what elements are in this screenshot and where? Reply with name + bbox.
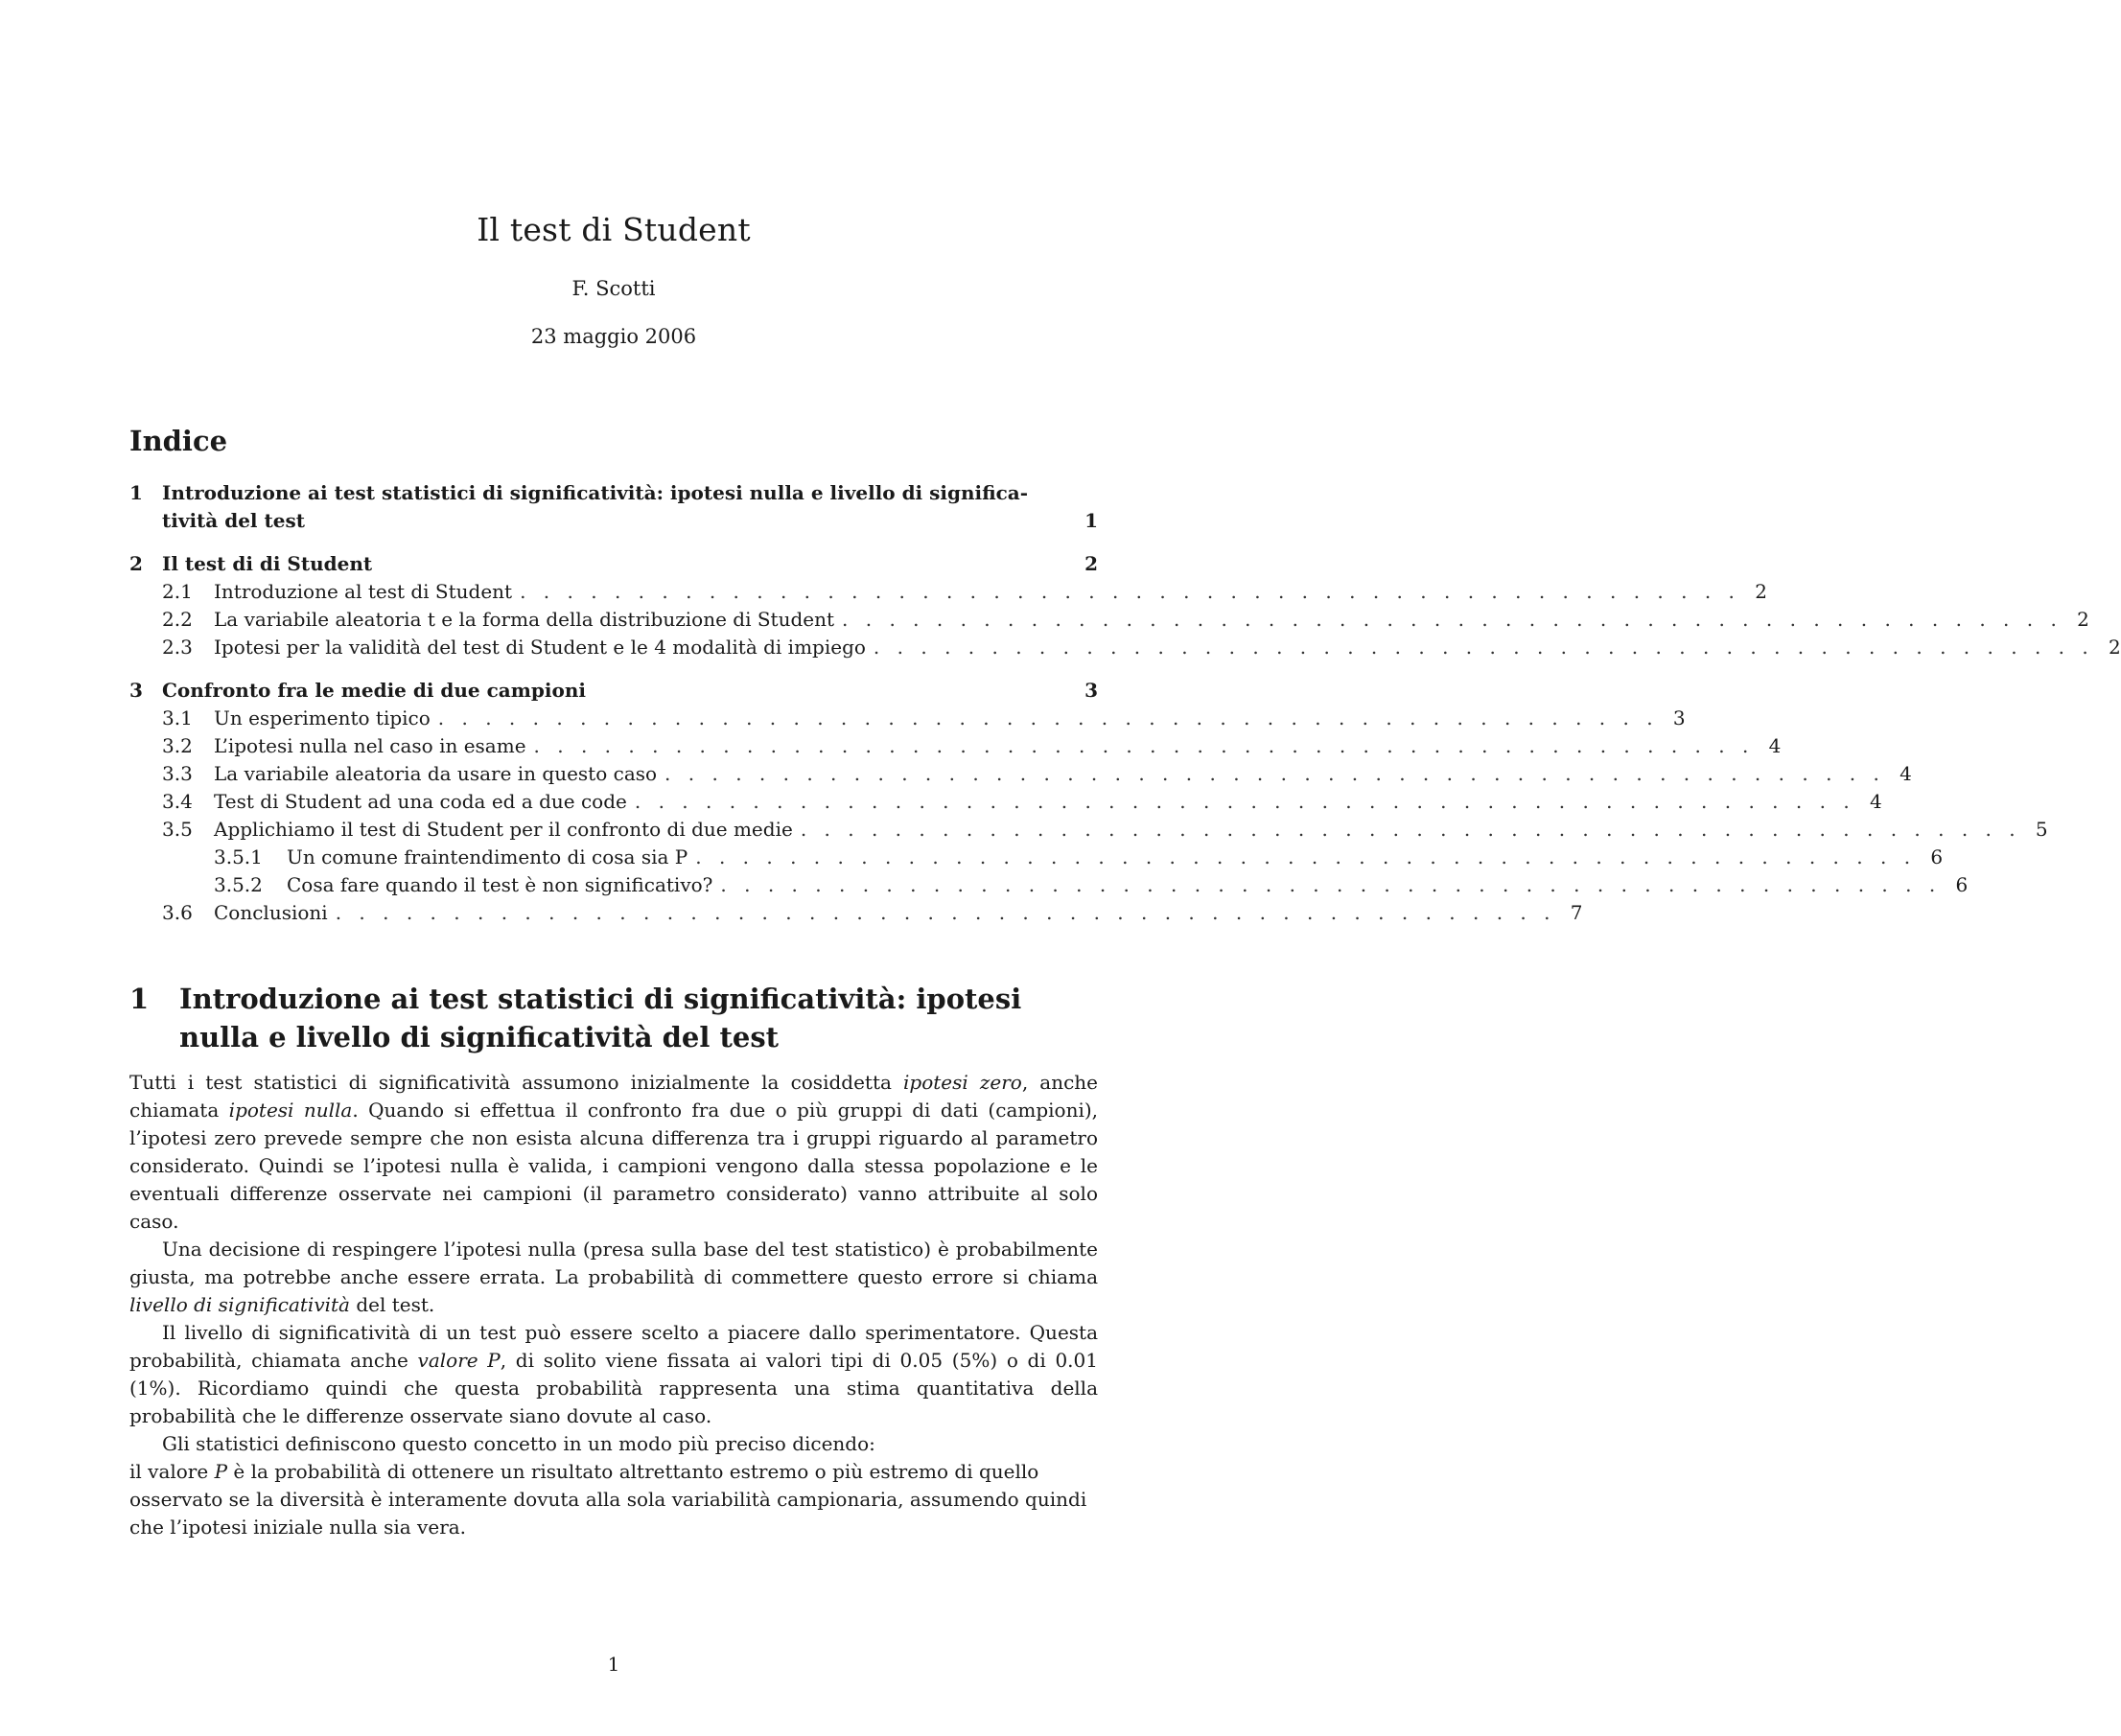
- toc-entry[interactable]: [129, 871, 1969, 899]
- document-author: F. Scotti: [571, 277, 656, 300]
- toc-entry[interactable]: [129, 788, 1882, 816]
- toc-entry[interactable]: [129, 677, 1098, 705]
- toc-leader-dots: . . . . . . . . . . . . . . . . . . . . . . . . . . . . . . . . . . . . . . . . . . . . . . . . . . . .: [800, 818, 2021, 841]
- toc-page: 4: [1768, 734, 1782, 757]
- toc-title: Conclusioni: [214, 901, 328, 924]
- toc-page: 2: [1755, 580, 1767, 603]
- toc-number: 3.6: [162, 901, 193, 924]
- table-of-contents: [129, 479, 2121, 942]
- toc-page: 2: [2109, 636, 2121, 659]
- toc-entry[interactable]: [129, 816, 2048, 844]
- emphasis: ipotesi nulla: [228, 1099, 353, 1122]
- block-quote: il valore P è la probabilità di ottenere un risultato altrettanto estremo o più estremo di quello osservato se la diversità è interamente dovuta alla sola variabilità campionaria, assumendo quindi che l’ipotesi iniziale nulla sia vera.: [129, 1460, 1087, 1539]
- paragraph: Il livello di significatività di un test può essere scelto a piacere dallo sperimentatore. Questa probabilità, chiamata anche valore P, di solito viene fissata ai valori tipi di 0.05 (5%) o di 0.01 (1%). Ricordiamo quindi che questa probabilità rappresenta una stima quantitativa della probabilità che le differenze osservate siano dovute al caso.: [129, 1321, 1098, 1427]
- toc-number: 3.5.1: [214, 845, 263, 868]
- toc-page: 1: [1084, 509, 1098, 532]
- toc-page: 2: [1084, 552, 1098, 575]
- toc-number: 3.5.2: [214, 873, 263, 896]
- toc-title: Ipotesi per la validità del test di Student e le 4 modalità di impiego: [214, 636, 866, 659]
- toc-leader-dots: . . . . . . . . . . . . . . . . . . . . . . . . . . . . . . . . . . . . . . . . . . . . . . . . . . . .: [664, 762, 1885, 785]
- toc-title: Cosa fare quando il test è non significativo?: [287, 873, 713, 896]
- toc-number: 3.5: [162, 818, 193, 841]
- toc-number: 3: [129, 679, 143, 702]
- toc-page: 4: [1900, 762, 1912, 785]
- paragraph: Una decisione di respingere l’ipotesi nulla (presa sulla base del test statistico) è probabilmente giusta, ma potrebbe anche essere errata. La probabilità di commettere questo errore si chiama livello di significatività del test.: [129, 1238, 1098, 1316]
- toc-title: La variabile aleatoria t e la forma della distribuzione di Student: [214, 608, 835, 631]
- toc-heading: Indice: [129, 425, 228, 457]
- toc-page: 6: [1955, 873, 1969, 896]
- toc-page: 7: [1570, 901, 1583, 924]
- toc-number: 3.3: [162, 762, 193, 785]
- toc-entry[interactable]: [129, 844, 1944, 871]
- toc-entry[interactable]: [129, 899, 1583, 927]
- toc-title: Un esperimento tipico: [214, 706, 431, 729]
- toc-title: La variabile aleatoria da usare in questo caso: [214, 762, 658, 785]
- toc-page: 5: [2035, 818, 2048, 841]
- toc-leader-dots: . . . . . . . . . . . . . . . . . . . . . . . . . . . . . . . . . . . . . . . . . . . . . . . . . . . .: [720, 873, 1942, 896]
- paragraph: Tutti i test statistici di significatività assumono inizialmente la cosiddetta ipotesi zero, anche chiamata ipotesi nulla. Quando si effettua il confronto fra due o più gruppi di dati (campioni), l’ipotesi zero prevede sempre che non esista alcuna differenza tra i gruppi riguardo al parametro considerato. Quindi se l’ipotesi nulla è valida, i campioni vengono dalla stessa popolazione e le eventuali differenze osservate nei campioni (il parametro considerato) vanno attribuite al solo caso.: [129, 1071, 1099, 1233]
- toc-title: Confronto fra le medie di due campioni: [162, 679, 586, 702]
- toc-leader-dots: . . . . . . . . . . . . . . . . . . . . . . . . . . . . . . . . . . . . . . . . . . . . . . . . . . . .: [335, 901, 1556, 924]
- title-block: [129, 211, 1098, 348]
- toc-entry[interactable]: [129, 760, 1912, 788]
- toc-number: 3.2: [162, 734, 193, 757]
- toc-entry[interactable]: [129, 732, 1782, 760]
- document-title: Il test di Student: [477, 211, 751, 248]
- toc-leader-dots: . . . . . . . . . . . . . . . . . . . . . . . . . . . . . . . . . . . . . . . . . . . . . . . . . . . .: [533, 734, 1755, 757]
- toc-leader-dots: . . . . . . . . . . . . . . . . . . . . . . . . . . . . . . . . . . . . . . . . . . . . . . . . . . . .: [695, 845, 1917, 868]
- toc-entry[interactable]: [129, 550, 1098, 578]
- toc-section-1[interactable]: [129, 479, 1098, 535]
- toc-leader-dots: . . . . . . . . . . . . . . . . . . . . . . . . . . . . . . . . . . . . . . . . . . . . . . . . . . . .: [873, 636, 2094, 659]
- toc-number: 2.3: [162, 636, 193, 659]
- section-number: 1: [129, 983, 150, 1015]
- toc-title: Il test di di Student: [162, 552, 373, 575]
- toc-title: L’ipotesi nulla nel caso in esame: [214, 734, 526, 757]
- toc-title: Applichiamo il test di Student per il confronto di due medie: [214, 818, 793, 841]
- toc-page: 3: [1084, 679, 1098, 702]
- toc-title-continued: tività del test: [162, 509, 305, 532]
- emphasis: ipotesi zero: [903, 1071, 1022, 1094]
- emphasis: valore P: [417, 1349, 501, 1372]
- toc-number: 2.2: [162, 608, 193, 631]
- toc-entry[interactable]: [129, 606, 2089, 634]
- toc-leader-dots: . . . . . . . . . . . . . . . . . . . . . . . . . . . . . . . . . . . . . . . . . . . . . . . . . . . .: [437, 706, 1659, 729]
- toc-page: 4: [1869, 790, 1882, 813]
- toc-section-2: [129, 550, 2121, 661]
- section-1-heading: [129, 980, 1098, 1056]
- toc-number: 3.4: [162, 790, 193, 813]
- toc-title: Test di Student ad una coda ed a due code: [214, 790, 627, 813]
- toc-page: 2: [2077, 608, 2089, 631]
- emphasis: P: [214, 1460, 228, 1483]
- toc-entry[interactable]: [129, 578, 1767, 606]
- toc-number: 2.1: [162, 580, 193, 603]
- toc-page: 6: [1930, 845, 1944, 868]
- toc-title: Introduzione al test di Student: [214, 580, 513, 603]
- toc-number: 2: [129, 552, 143, 575]
- page-number: 1: [607, 1653, 620, 1676]
- toc-number: 3.1: [162, 706, 193, 729]
- section-1-body: [129, 1069, 1098, 1541]
- paragraph: Gli statistici definiscono questo concetto in un modo più preciso dicendo:: [162, 1432, 875, 1455]
- toc-entry[interactable]: [129, 705, 1686, 732]
- toc-section-3: [129, 677, 2048, 927]
- toc-leader-dots: . . . . . . . . . . . . . . . . . . . . . . . . . . . . . . . . . . . . . . . . . . . . . . . . . . . .: [634, 790, 1855, 813]
- toc-title: Un comune fraintendimento di cosa sia P: [287, 845, 688, 868]
- section-title: Introduzione ai test statistici di significatività: ipotesi nulla e livello di significatività del test: [179, 983, 1022, 1053]
- document-page: [129, 0, 2121, 1736]
- toc-leader-dots: . . . . . . . . . . . . . . . . . . . . . . . . . . . . . . . . . . . . . . . . . . . . . . . . . . . .: [520, 580, 1740, 603]
- toc-number: 1: [129, 481, 143, 504]
- toc-leader-dots: . . . . . . . . . . . . . . . . . . . . . . . . . . . . . . . . . . . . . . . . . . . . . . . . . . . .: [842, 608, 2063, 631]
- toc-entry[interactable]: [129, 634, 2121, 661]
- toc-page: 3: [1672, 706, 1686, 729]
- emphasis: livello di significatività: [129, 1293, 350, 1316]
- toc-title: Introduzione ai test statistici di significatività: ipotesi nulla e livello di significa-: [162, 481, 1029, 504]
- document-date: 23 maggio 2006: [530, 325, 697, 348]
